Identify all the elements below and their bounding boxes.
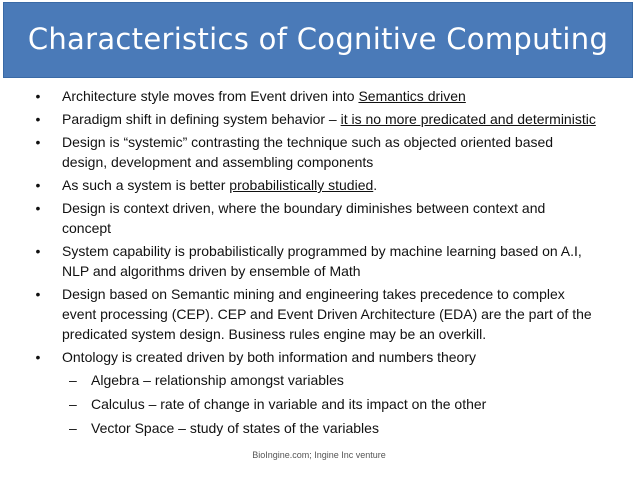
bullet-link-text: probabilistically studied [229, 177, 374, 193]
dash-icon: – [69, 420, 77, 436]
bullet-text: Design based on Semantic mining and engineering takes precedence to complex event processing (CEP). CEP and Event Driven Architecture (EDA) are the part of the predicated system design. Business rules engine may be an overkill. [62, 286, 592, 342]
bullet-text: Ontology is created driven by both information and numbers theory [62, 349, 477, 365]
bullet-text: Design is context driven, where the boundary diminishes between context and concept [62, 200, 546, 236]
bullet-item [0, 132, 638, 172]
bullet-icon: • [35, 177, 41, 193]
bullet-icon: • [35, 243, 41, 259]
dash-icon: – [69, 396, 77, 412]
sub-bullet-text: Algebra – relationship amongst variables [91, 372, 344, 388]
slide-title: Characteristics of Cognitive Computing [27, 21, 609, 56]
bullet-item [0, 241, 638, 281]
title-bar [3, 2, 633, 78]
bullet-icon: • [35, 88, 41, 104]
bullet-item [0, 109, 638, 129]
bullet-text: Paradigm shift in defining system behavior – [62, 111, 341, 127]
bullet-text: System capability is probabilistically programmed by machine learning based on A.I, NLP and algorithms driven by ensemble of Math [62, 243, 582, 279]
bullet-icon: • [35, 134, 41, 150]
bullet-icon: • [35, 111, 41, 127]
bullet-text: Architecture style moves from Event driven into [62, 88, 359, 104]
bullet-icon: • [35, 286, 41, 302]
bullet-icon: • [35, 200, 41, 216]
bullet-tail-text: . [373, 177, 378, 193]
sub-bullet-item [0, 418, 638, 438]
bullet-item [0, 86, 638, 106]
bullet-item [0, 347, 638, 367]
bullet-text: Design is “systemic” contrasting the technique such as objected oriented based design, development and assembling components [62, 134, 554, 170]
sub-bullet-item [0, 394, 638, 414]
bullet-text: As such a system is better [62, 177, 230, 193]
sub-bullet-text: Vector Space – study of states of the variables [91, 420, 379, 436]
dash-icon: – [69, 372, 77, 388]
bullet-link-text: it is no more predicated and deterministic [340, 111, 596, 127]
bullet-item [0, 284, 638, 344]
sub-bullet-item [0, 370, 638, 390]
bullet-link-text: Semantics driven [358, 88, 466, 104]
bullet-list [0, 86, 638, 442]
bullet-icon: • [35, 349, 41, 365]
sub-bullet-text: Calculus – rate of change in variable and its impact on the other [91, 396, 487, 412]
bullet-item [0, 198, 638, 238]
bullet-item [0, 175, 638, 195]
slide-footer: BioIngine.com; Ingine Inc venture [252, 450, 386, 460]
